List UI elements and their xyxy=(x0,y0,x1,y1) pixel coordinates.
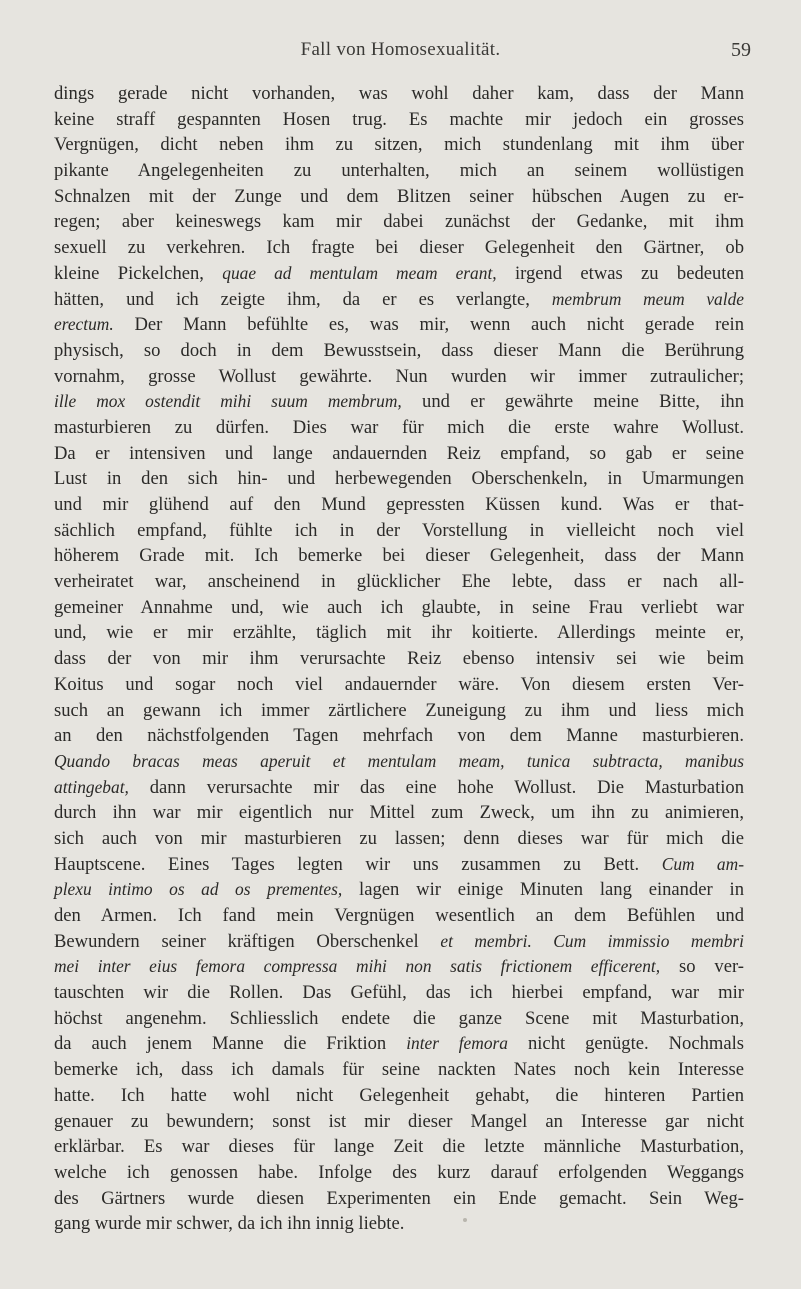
text-run: keine straff gespannten Hosen trug. Es machte mir jedoch ein grosses xyxy=(54,108,744,130)
text-line xyxy=(54,749,744,775)
text-line xyxy=(54,826,744,852)
text-run: physisch, so doch in dem Bewusstsein, dass dieser Mann die Berührung xyxy=(54,339,744,361)
text-run: pikante Angelegenheiten zu unterhalten, mich an seinem wollüstigen xyxy=(54,160,744,182)
latin-phrase: et membri. Cum immissio membri xyxy=(440,930,744,951)
text-line xyxy=(54,1083,744,1109)
latin-phrase: Cum am- xyxy=(661,853,744,874)
text-line xyxy=(54,1211,744,1237)
text-line xyxy=(54,209,744,235)
text-run: an den nächstfolgenden Tagen mehrfach von dem Manne masturbieren. xyxy=(54,725,744,747)
text-run: höherem Grade mit. Ich bemerke bei dieser Gelegenheit, dass der Mann xyxy=(54,545,744,567)
text-run: Schnalzen mit der Zunge und dem Blitzen seiner hübschen Augen zu er- xyxy=(54,185,744,207)
text-run: sich auch von mir masturbieren zu lassen; denn dieses war für mich die xyxy=(54,827,744,849)
text-run: kleine Pickelchen, xyxy=(54,262,223,284)
latin-phrase: ille mox ostendit mihi suum membrum, xyxy=(54,391,402,412)
text-line xyxy=(54,698,744,724)
text-run: sächlich empfand, fühlte ich in der Vorstellung in vielleicht noch viel xyxy=(54,519,744,541)
text-line xyxy=(54,235,744,261)
text-run: Der Mann befühlte es, was mir, wenn auch nicht gerade rein xyxy=(113,314,744,336)
latin-phrase: quae ad mentulam meam erant, xyxy=(222,262,497,283)
text-run: masturbieren zu dürfen. Dies war für mich die erste wahre Wollust. xyxy=(54,416,744,438)
text-run: Bewundern seiner kräftigen Oberschenkel xyxy=(54,930,441,952)
body-text xyxy=(54,81,744,1237)
text-line xyxy=(54,415,744,441)
text-line xyxy=(54,466,744,492)
text-line xyxy=(54,184,744,210)
text-run: höchst angenehm. Schliesslich endete die ganze Scene mit Masturbation, xyxy=(54,1007,744,1029)
text-run: genauer zu bewundern; sonst ist mir dieser Mangel an Interesse gar nicht xyxy=(54,1110,744,1132)
text-line xyxy=(54,620,744,646)
text-run: verheiratet war, anscheinend in glücklicher Ehe lebte, dass er nach all- xyxy=(54,571,744,593)
text-run: hatte. Ich hatte wohl nicht Gelegenheit gehabt, die hinteren Partien xyxy=(54,1084,744,1106)
text-run: Lust in den sich hin- und herbewegenden Oberschenkeln, in Umarmungen xyxy=(54,468,744,490)
text-line xyxy=(54,364,744,390)
latin-phrase: erectum. xyxy=(54,314,114,335)
text-run: dass der von mir ihm verursachte Reiz ebenso intensiv sei wie beim xyxy=(54,648,744,670)
text-line xyxy=(54,595,744,621)
text-line xyxy=(54,158,744,184)
text-line xyxy=(54,107,744,133)
text-line xyxy=(54,312,744,338)
latin-phrase: plexu intimo os ad os prementes, xyxy=(54,879,343,900)
text-run: irgend etwas zu bedeuten xyxy=(496,262,745,284)
text-line xyxy=(54,1160,744,1186)
text-run: such an gewann ich immer zärtlichere Zuneigung zu ihm und liess mich xyxy=(54,699,744,721)
text-line xyxy=(54,1109,744,1135)
text-line xyxy=(54,338,744,364)
text-line xyxy=(54,1186,744,1212)
text-run: durch ihn war mir eigentlich nur Mittel zum Zweck, um ihn zu animieren, xyxy=(54,802,744,824)
ink-speck xyxy=(463,1218,467,1222)
text-line xyxy=(54,543,744,569)
text-line xyxy=(54,1031,744,1057)
text-line xyxy=(54,903,744,929)
latin-phrase: membrum meum valde xyxy=(551,288,744,309)
text-line xyxy=(54,672,744,698)
text-line xyxy=(54,775,744,801)
running-head xyxy=(0,39,801,69)
text-run: und er gewährte meine Bitte, ihn xyxy=(401,391,744,413)
page-number: 59 xyxy=(731,39,751,61)
text-run: regen; aber keineswegs kam mir dabei zunächst der Gedanke, mit ihm xyxy=(54,211,744,233)
text-line xyxy=(54,646,744,672)
text-run: erklärbar. Es war dieses für lange Zeit die letzte männliche Masturbation, xyxy=(54,1136,744,1158)
text-run: Da er intensiven und lange andauernden Reiz empfand, so gab er seine xyxy=(54,442,744,464)
text-run: des Gärtners wurde diesen Experimenten ein Ende gemacht. Sein Weg- xyxy=(54,1187,744,1209)
text-run: gang wurde mir schwer, da ich ihn innig liebte. xyxy=(54,1213,405,1235)
latin-phrase: attingebat, xyxy=(54,776,129,797)
text-run: dings gerade nicht vorhanden, was wohl daher kam, dass der Mann xyxy=(54,83,744,104)
text-line xyxy=(54,723,744,749)
running-title: Fall von Homosexualität. xyxy=(300,39,501,60)
text-run: Koitus und sogar noch viel andauernder wäre. Von diesem ersten Ver- xyxy=(54,673,744,695)
text-line xyxy=(54,287,744,313)
text-line xyxy=(54,1006,744,1032)
text-line xyxy=(54,261,744,287)
text-run: so ver- xyxy=(660,956,744,978)
text-line xyxy=(54,800,744,826)
text-line xyxy=(54,929,744,955)
text-line xyxy=(54,852,744,878)
text-run: und mir glühend auf den Mund gepressten Küssen kund. Was er that- xyxy=(54,494,744,515)
text-run: hätten, und ich zeigte ihm, da er es verlangte, xyxy=(54,288,552,310)
text-run: welche ich genossen habe. Infolge des kurz darauf erfolgenden Weggangs xyxy=(54,1161,744,1183)
text-run: Vergnügen, dicht neben ihm zu sitzen, mich stundenlang mit ihm über xyxy=(54,134,744,156)
text-run: vornahm, grosse Wollust gewährte. Nun wurden wir immer zutraulicher; xyxy=(54,365,744,387)
text-line xyxy=(54,441,744,467)
text-run: den Armen. Ich fand mein Vergnügen wesentlich an dem Befühlen und xyxy=(54,905,744,926)
latin-phrase: mei inter eius femora compressa mihi non satis frictionem efficerent, xyxy=(54,956,661,977)
text-line xyxy=(54,132,744,158)
text-run: nicht genügte. Nochmals xyxy=(508,1033,744,1055)
latin-phrase: inter femora xyxy=(406,1033,508,1054)
text-run: bemerke ich, dass ich damals für seine nackten Nates noch kein Interesse xyxy=(54,1059,744,1081)
text-run: tauschten wir die Rollen. Das Gefühl, das ich hierbei empfand, war mir xyxy=(54,982,744,1004)
text-line xyxy=(54,81,744,107)
text-line xyxy=(54,877,744,903)
text-run: lagen wir einige Minuten lang einander in xyxy=(342,879,744,901)
text-line xyxy=(54,518,744,544)
text-run: Hauptscene. Eines Tages legten wir uns zusammen zu Bett. xyxy=(54,853,662,875)
text-line xyxy=(54,954,744,980)
text-run: sexuell zu verkehren. Ich fragte bei dieser Gelegenheit den Gärtner, ob xyxy=(54,237,744,259)
text-line xyxy=(54,569,744,595)
text-run: dann verursachte mir das eine hohe Wollust. Die Masturbation xyxy=(128,776,744,798)
latin-phrase: Quando bracas meas aperuit et mentulam meam, tunica subtracta, manibus xyxy=(54,750,744,771)
text-run: da auch jenem Manne die Friktion xyxy=(54,1033,407,1055)
text-run: gemeiner Annahme und, wie auch ich glaubte, in seine Frau verliebt war xyxy=(54,596,744,618)
text-run: und, wie er mir erzählte, täglich mit ihr koitierte. Allerdings meinte er, xyxy=(54,622,744,644)
text-line xyxy=(54,980,744,1006)
text-line xyxy=(54,389,744,415)
text-line xyxy=(54,1057,744,1083)
text-line xyxy=(54,1134,744,1160)
text-line xyxy=(54,492,744,518)
